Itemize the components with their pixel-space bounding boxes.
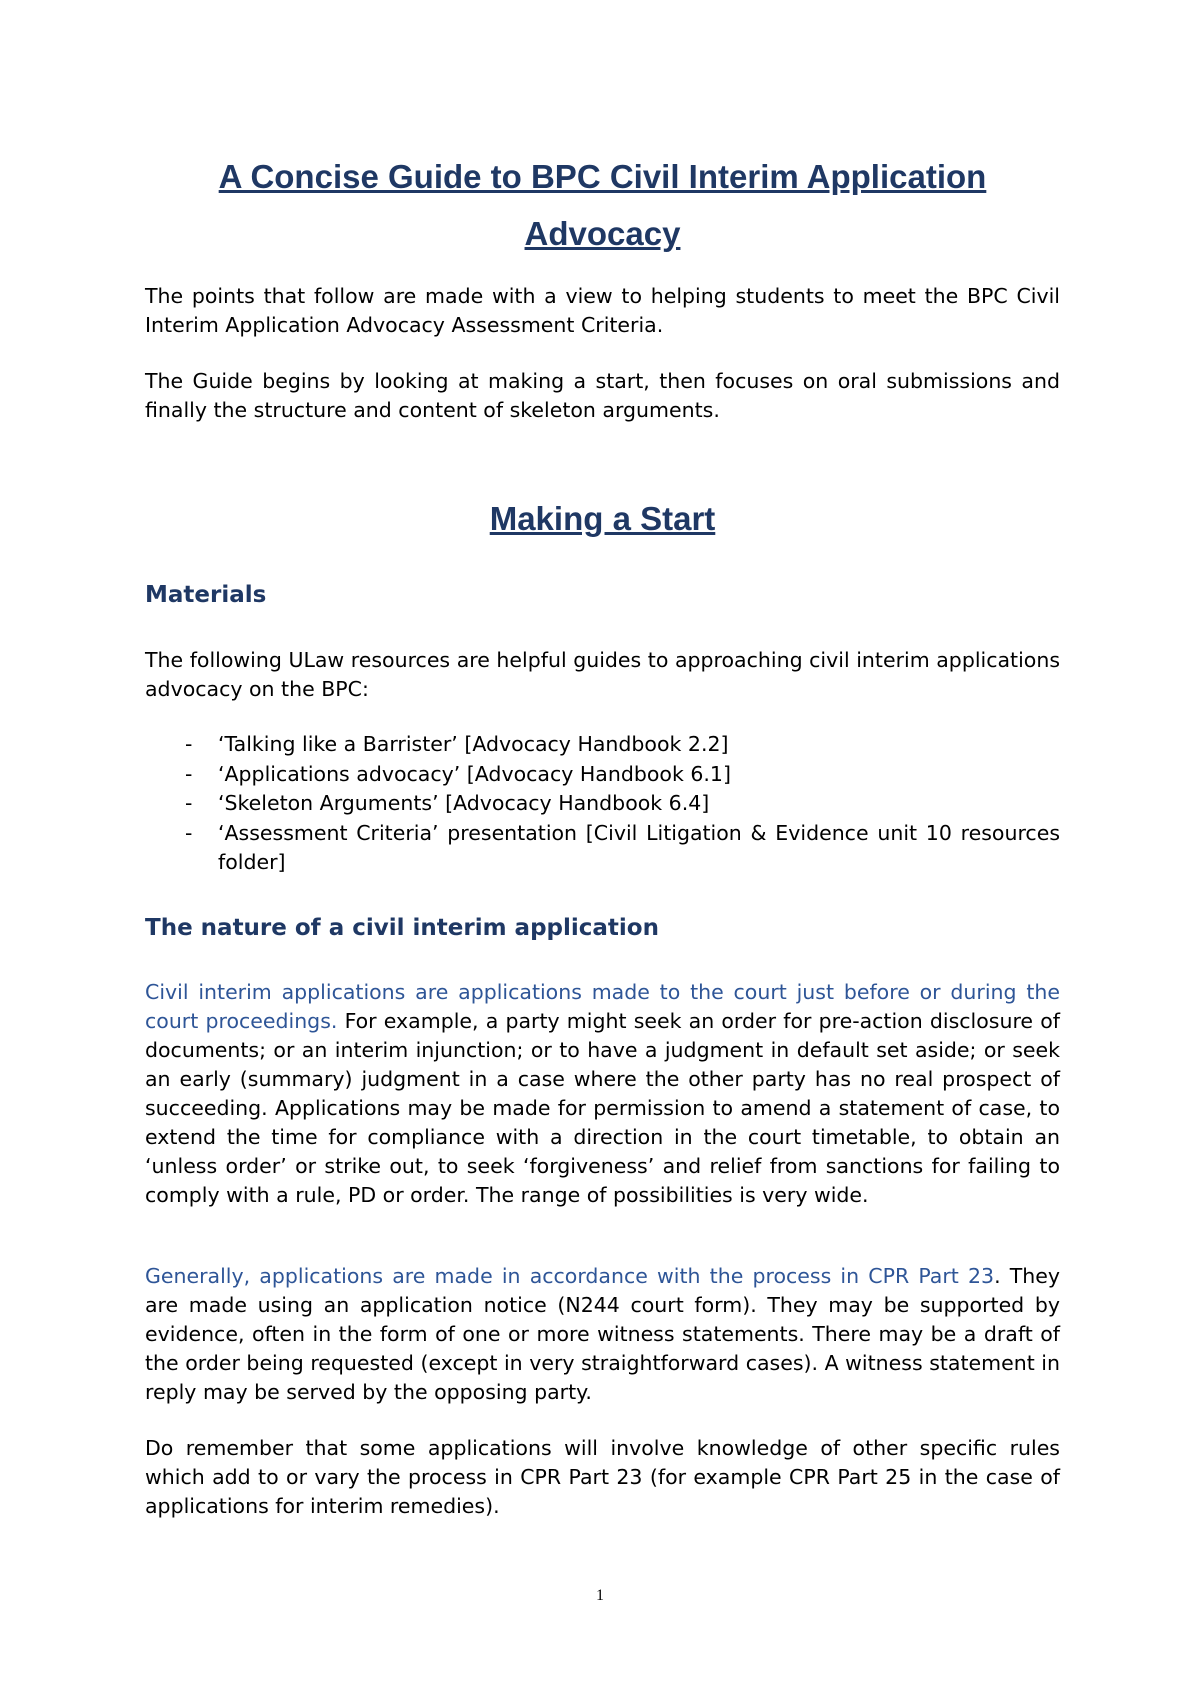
page-number: 1 bbox=[596, 1587, 604, 1604]
intro-paragraph-1: The points that follow are made with a view to helping students to meet the BPC Civil Interim Application Advocacy Assessment Criteria. bbox=[145, 284, 1060, 337]
resources-list bbox=[145, 730, 1060, 878]
document-title: A Concise Guide to BPC Civil Interim Application Advocacy bbox=[218, 158, 987, 252]
list-item-text: ‘Assessment Criteria’ presentation [Civil Litigation & Evidence unit 10 resources folder] bbox=[218, 820, 1060, 874]
list-item-text: ‘Talking like a Barrister’ [Advocacy Handbook 2.2] bbox=[218, 732, 729, 756]
list-dash: - bbox=[185, 820, 193, 845]
list-item-text: ‘Skeleton Arguments’ [Advocacy Handbook 6.4] bbox=[218, 791, 710, 815]
intro-paragraph-2: The Guide begins by looking at making a start, then focuses on oral submissions and finally the structure and content of skeleton arguments. bbox=[145, 369, 1060, 422]
nature-paragraph-2-highlight: Generally, applications are made in accordance with the process in CPR Part 23 bbox=[145, 1264, 995, 1288]
list-item bbox=[145, 730, 1060, 760]
nature-paragraph-3: Do remember that some applications will involve knowledge of other specific rules which add to or vary the process in CPR Part 23 (for example CPR Part 25 in the case of applications for interim remedies). bbox=[145, 1436, 1060, 1518]
list-dash: - bbox=[185, 732, 193, 756]
nature-heading: The nature of a civil interim application bbox=[145, 915, 659, 941]
nature-paragraph-1 bbox=[145, 978, 1060, 1210]
nature-paragraph-1-highlight: Civil interim applications are applications made to the court just before or during the court proceedings. bbox=[145, 980, 1060, 1033]
nature-paragraph-2 bbox=[145, 1262, 1060, 1407]
materials-heading: Materials bbox=[145, 582, 267, 608]
list-item bbox=[145, 819, 1060, 878]
nature-paragraph-1-rest: For example, a party might seek an order for pre-action disclosure of documents; or an interim injunction; or to have a judgment in default set aside; or seek an early (summary) judgment in a case where the other party has no real prospect of succeeding. Applications may be made for permission to amend a statement of case, to extend the time for compliance with a direction in the court timetable, to obtain an ‘unless order’ or strike out, to seek ‘forgiveness’ and relief from sanctions for failing to comply with a rule, PD or order. The range of possibilities is very wide. bbox=[145, 1009, 1060, 1207]
nature-paragraph-2-rest: . They are made using an application notice (N244 court form). They may be supported by evidence, often in the form of one or more witness statements. There may be a draft of the order being requested (except in very straightforward cases). A witness statement in reply may be served by the opposing party. bbox=[145, 1264, 1060, 1404]
materials-intro: The following ULaw resources are helpful guides to approaching civil interim applications advocacy on the BPC: bbox=[145, 648, 1060, 701]
list-dash: - bbox=[185, 761, 193, 786]
list-item bbox=[145, 789, 1060, 819]
list-item-text: ‘Applications advocacy’ [Advocacy Handbook 6.1] bbox=[218, 761, 731, 786]
list-dash: - bbox=[185, 791, 193, 815]
section-heading-making-a-start: Making a Start bbox=[489, 500, 716, 537]
list-item bbox=[145, 760, 1060, 790]
